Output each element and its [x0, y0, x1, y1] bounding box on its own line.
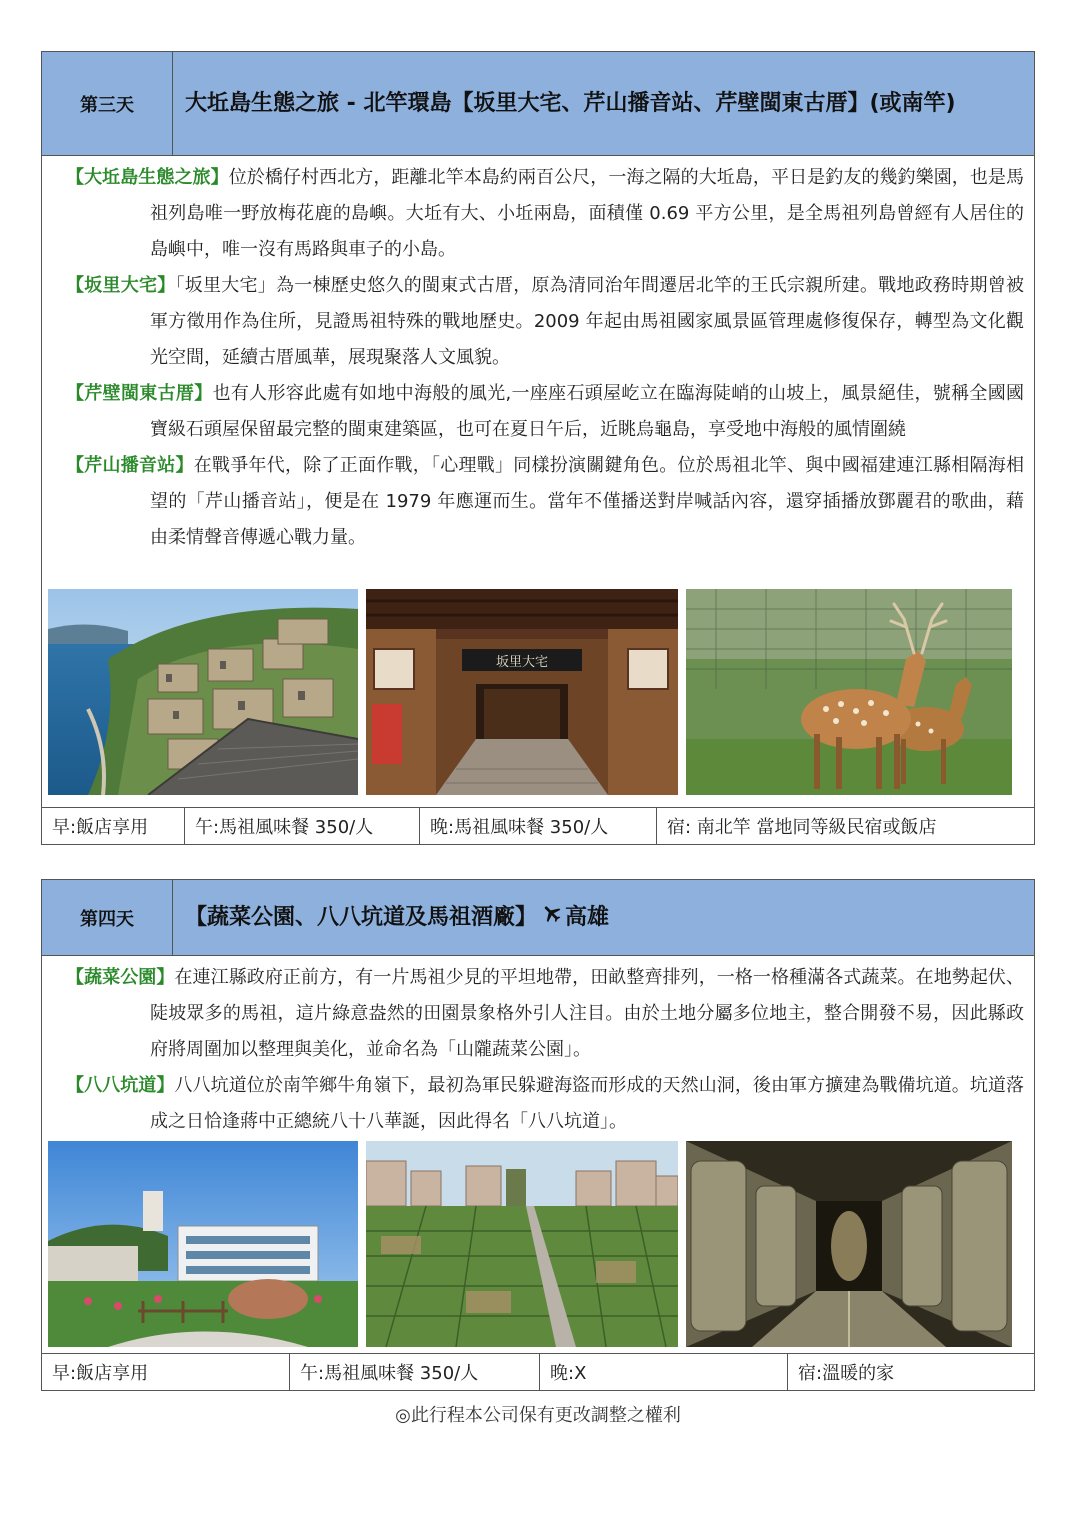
- paragraph-tag: 【芹山播音站】: [66, 455, 194, 476]
- breakfast-cell: 早:飯店享用: [42, 1354, 290, 1390]
- paragraph-text: 八八坑道位於南竿鄉牛角嶺下，最初為軍民躲避海盜而形成的天然山洞，後由軍方擴建為戰備坑道。坑道落成之日恰逢蔣中正總統八十八華誕，因此得名「八八坑道」。: [150, 1075, 1025, 1132]
- dinner-cell: 晚:馬祖風味餐 350/人: [420, 808, 657, 844]
- airplane-icon: [541, 900, 563, 936]
- photo-sika-deer: [686, 589, 1012, 795]
- photo-vegetable-park: [366, 1141, 678, 1347]
- photo-stone-village: [48, 589, 358, 795]
- day3-meals: [42, 807, 1034, 844]
- day3-paragraph: [54, 376, 1024, 448]
- day4-paragraph: [54, 960, 1024, 1068]
- paragraph-tag: 【蔬菜公園】: [66, 967, 175, 988]
- paragraph-tag: 【大坵島生態之旅】: [66, 167, 229, 188]
- paragraph-text: 「坂里大宅」為一棟歷史悠久的閩東式古厝，原為清同治年間遷居北竿的王氏宗親所建。戰地政務時期曾被軍方徵用作為住所，見證馬祖特殊的戰地歷史。2009 年起由馬祖國家風景區管理處修復保存，轉型為文化觀光空間，延續古厝風華，展現聚落人文風貌。: [150, 275, 1024, 368]
- footnote: ◎此行程本公司保有更改調整之權利: [395, 1405, 681, 1426]
- photo-county-building: [48, 1141, 358, 1347]
- house-sign: 坂里大宅: [495, 655, 549, 670]
- day3-paragraph: [54, 160, 1024, 268]
- day4-title-text: 【蔬菜公園、八八坑道及馬祖酒廠】: [185, 904, 538, 930]
- day4-header: [42, 880, 1034, 956]
- day3-block: [41, 51, 1035, 845]
- paragraph-tag: 【坂里大宅】: [66, 275, 176, 296]
- breakfast-cell: 早:飯店享用: [42, 808, 185, 844]
- day3-description: [42, 156, 1034, 556]
- day3-paragraph: [54, 448, 1024, 556]
- lunch-cell: 午:馬祖風味餐 350/人: [185, 808, 420, 844]
- day3-title: 大坵島生態之旅 - 北竿環島【坂里大宅、芹山播音站、芹壁閩東古厝】(或南竿): [185, 90, 956, 116]
- day4-title-destination: 高雄: [565, 904, 610, 930]
- paragraph-text: 在戰爭年代，除了正面作戰，「心理戰」同樣扮演關鍵角色。位於馬祖北竿、與中國福建連江縣相隔海相望的「芹山播音站」，便是在 1979 年應運而生。當年不僅播送對岸喊話內容，還穿插播放鄧麗君的歌曲，藉由柔情聲音傳遞心戰力量。: [150, 455, 1024, 548]
- dinner-cell: 晚:X: [540, 1354, 788, 1390]
- day3-label: 第三天: [42, 52, 173, 155]
- day4-label: 第四天: [42, 880, 173, 955]
- day4-photos: [42, 1141, 1018, 1347]
- day4-meals: [42, 1353, 1034, 1390]
- photo-88-tunnel: [686, 1141, 1012, 1347]
- day4-description: [42, 956, 1034, 1140]
- photo-house-entrance: [366, 589, 678, 795]
- paragraph-tag: 【芹壁閩東古厝】: [66, 383, 213, 404]
- paragraph-text: 在連江縣政府正前方，有一片馬祖少見的平坦地帶，田畝整齊排列，一格一格種滿各式蔬菜。在地勢起伏、陡坡眾多的馬祖，這片綠意盎然的田園景象格外引人注目。由於土地分屬多位地主，整合開發不易，因此縣政府將周圍加以整理與美化，並命名為「山隴蔬菜公園」。: [150, 967, 1025, 1060]
- paragraph-text: 位於橋仔村西北方，距離北竿本島約兩百公尺，一海之隔的大坵島，平日是釣友的幾釣樂園，也是馬祖列島唯一野放梅花鹿的島嶼。大坵有大、小坵兩島，面積僅 0.69 平方公里，是全馬祖列島曾經有人居住的島嶼中，唯一沒有馬路與車子的小島。: [150, 167, 1025, 260]
- lodging-cell: 宿:溫暖的家: [798, 1363, 895, 1384]
- day3-photos: [42, 589, 1018, 795]
- day4-block: [41, 879, 1035, 1391]
- lunch-cell: 午:馬祖風味餐 350/人: [290, 1354, 540, 1390]
- day4-title: [173, 880, 1034, 955]
- paragraph-text: 也有人形容此處有如地中海般的風光,一座座石頭屋屹立在臨海陡峭的山坡上，風景絕佳，號稱全國國寶級石頭屋保留最完整的閩東建築區，也可在夏日午后，近眺烏龜島，享受地中海般的風情圍繞: [150, 383, 1025, 440]
- paragraph-tag: 【八八坑道】: [66, 1075, 175, 1096]
- day3-paragraph: [54, 268, 1024, 376]
- day3-header: [42, 52, 1034, 156]
- lodging-cell: 宿: 南北竿 當地同等級民宿或飯店: [667, 817, 937, 838]
- day4-paragraph: [54, 1068, 1024, 1140]
